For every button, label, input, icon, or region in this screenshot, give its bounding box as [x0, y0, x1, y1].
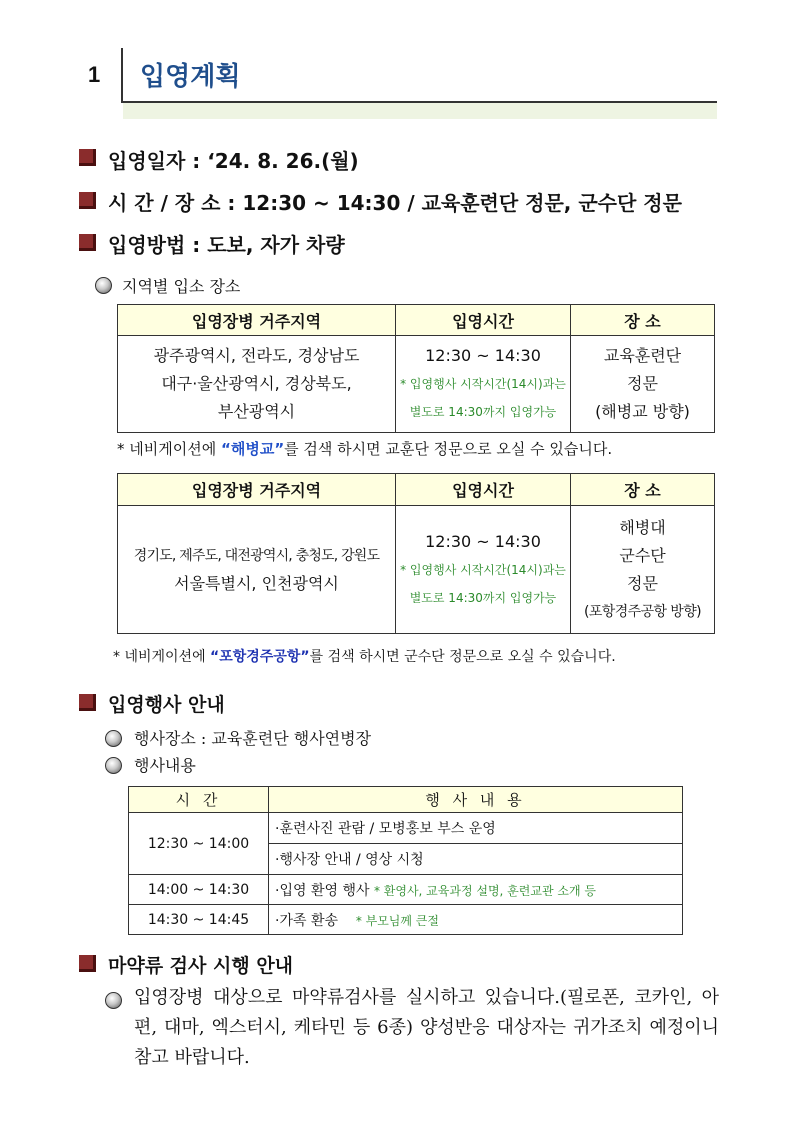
square-bullet-icon — [79, 192, 96, 209]
time-note: * 입영행사 시작시간(14시)과는 — [400, 377, 566, 391]
page-title: 입영계획 — [140, 62, 241, 92]
region-table-1 — [117, 304, 715, 433]
note-suffix: 를 검색 하시면 군수단 정문으로 오실 수 있습니다. — [309, 649, 616, 665]
col-header-region: 입영장병 거주지역 — [118, 474, 396, 506]
time-note: * 입영행사 시작시간(14시)과는 — [400, 562, 566, 577]
col-header-time: 입영시간 — [396, 474, 571, 506]
event-time-cell: 14:30 ~ 14:45 — [129, 905, 269, 935]
time-value: 12:30 ~ 14:30 — [425, 531, 541, 551]
circle-bullet-icon — [95, 277, 112, 294]
event-item-note: * 부모님께 큰절 — [355, 913, 439, 928]
event-item-cell — [269, 905, 683, 935]
region-line: 대구·울산광역시, 경상북도, — [161, 374, 352, 393]
place-line: 교육훈련단 — [603, 346, 682, 365]
heading-time-place: 시 간 / 장 소 : 12:30 ~ 14:30 / 교육훈련단 정문, 군수단 정문 — [108, 191, 682, 215]
section-number: 1 — [88, 62, 101, 87]
square-bullet-icon — [79, 694, 96, 711]
region-line: 광주광역시, 전라도, 경상남도 — [153, 346, 360, 365]
navigation-note-2 — [113, 646, 616, 666]
time-value: 12:30 ~ 14:30 — [425, 346, 541, 365]
region-line: 부산광역시 — [217, 402, 296, 421]
place-line: 군수단 — [619, 545, 666, 565]
note-keyword: “해병교” — [220, 440, 285, 458]
note-suffix: 를 검색 하시면 교훈단 정문으로 오실 수 있습니다. — [284, 440, 613, 458]
event-item-note: * 환영사, 교육과정 설명, 훈련교관 소개 등 — [373, 883, 596, 898]
circle-bullet-icon — [105, 730, 122, 747]
event-venue: 행사장소 : 교육훈련단 행사연병장 — [134, 729, 372, 748]
square-bullet-icon — [79, 234, 96, 251]
circle-bullet-icon — [105, 992, 122, 1009]
event-item: ·훈련사진 관람 / 모병홍보 부스 운영 — [269, 813, 683, 844]
drug-test-paragraph: 입영장병 대상으로 마약류검사를 실시하고 있습니다.(필로폰, 코카인, 아편, 대마, 엑스터시, 케타민 등 6종) 양성반응 대상자는 귀가조치 예정이니 참고 바랍니다. — [134, 987, 719, 1068]
time-note: 별도로 14:30까지 입영가능 — [409, 590, 557, 605]
place-line: (해병교 방향) — [595, 402, 690, 421]
note-prefix: * 네비게이션에 — [117, 440, 221, 458]
place-line: 정문 — [627, 573, 658, 593]
time-note: 별도로 14:30까지 입영가능 — [409, 405, 557, 419]
region-label: 지역별 입소 장소 — [122, 277, 241, 296]
col-header-place: 장 소 — [571, 305, 715, 336]
event-content-label: 행사내용 — [134, 756, 196, 775]
place-line: 정문 — [627, 374, 658, 393]
note-prefix: * 네비게이션에 — [113, 649, 211, 665]
square-bullet-icon — [79, 149, 96, 166]
event-item: ·가족 환송 — [275, 912, 338, 929]
time-cell — [396, 336, 571, 433]
col-header-time: 입영시간 — [396, 305, 571, 336]
region-table-2 — [117, 473, 715, 634]
col-header-region: 입영장병 거주지역 — [118, 305, 396, 336]
place-cell — [571, 336, 715, 433]
place-cell — [571, 506, 715, 634]
event-item: ·입영 환영 행사 — [275, 882, 370, 899]
region-cell — [118, 506, 396, 634]
col-header-time: 시 간 — [129, 787, 269, 813]
time-cell — [396, 506, 571, 634]
heading-event: 입영행사 안내 — [108, 694, 225, 716]
note-keyword: “포항경주공항” — [210, 649, 310, 665]
col-header-place: 장 소 — [571, 474, 715, 506]
region-line: 서울특별시, 인천광역시 — [174, 573, 339, 593]
region-line: 경기도, 제주도, 대전광역시, 충청도, 강원도 — [133, 547, 380, 564]
event-item: ·행사장 안내 / 영상 시청 — [269, 844, 683, 875]
col-header-content: 행 사 내 용 — [269, 787, 683, 813]
navigation-note-1 — [117, 438, 612, 459]
event-item-cell — [269, 875, 683, 905]
place-line: (포항경주공항 방향) — [584, 603, 701, 620]
event-time-cell: 12:30 ~ 14:00 — [129, 813, 269, 875]
header-band — [123, 103, 717, 119]
square-bullet-icon — [79, 955, 96, 972]
circle-bullet-icon — [105, 757, 122, 774]
region-cell — [118, 336, 396, 433]
heading-drug-test: 마약류 검사 시행 안내 — [108, 955, 294, 977]
heading-method: 입영방법 : 도보, 자가 차량 — [108, 233, 345, 257]
heading-date: 입영일자 : ‘24. 8. 26.(월) — [108, 149, 359, 173]
event-table — [128, 786, 683, 935]
event-time-cell: 14:00 ~ 14:30 — [129, 875, 269, 905]
header-divider — [121, 48, 123, 102]
place-line: 해병대 — [619, 517, 666, 537]
